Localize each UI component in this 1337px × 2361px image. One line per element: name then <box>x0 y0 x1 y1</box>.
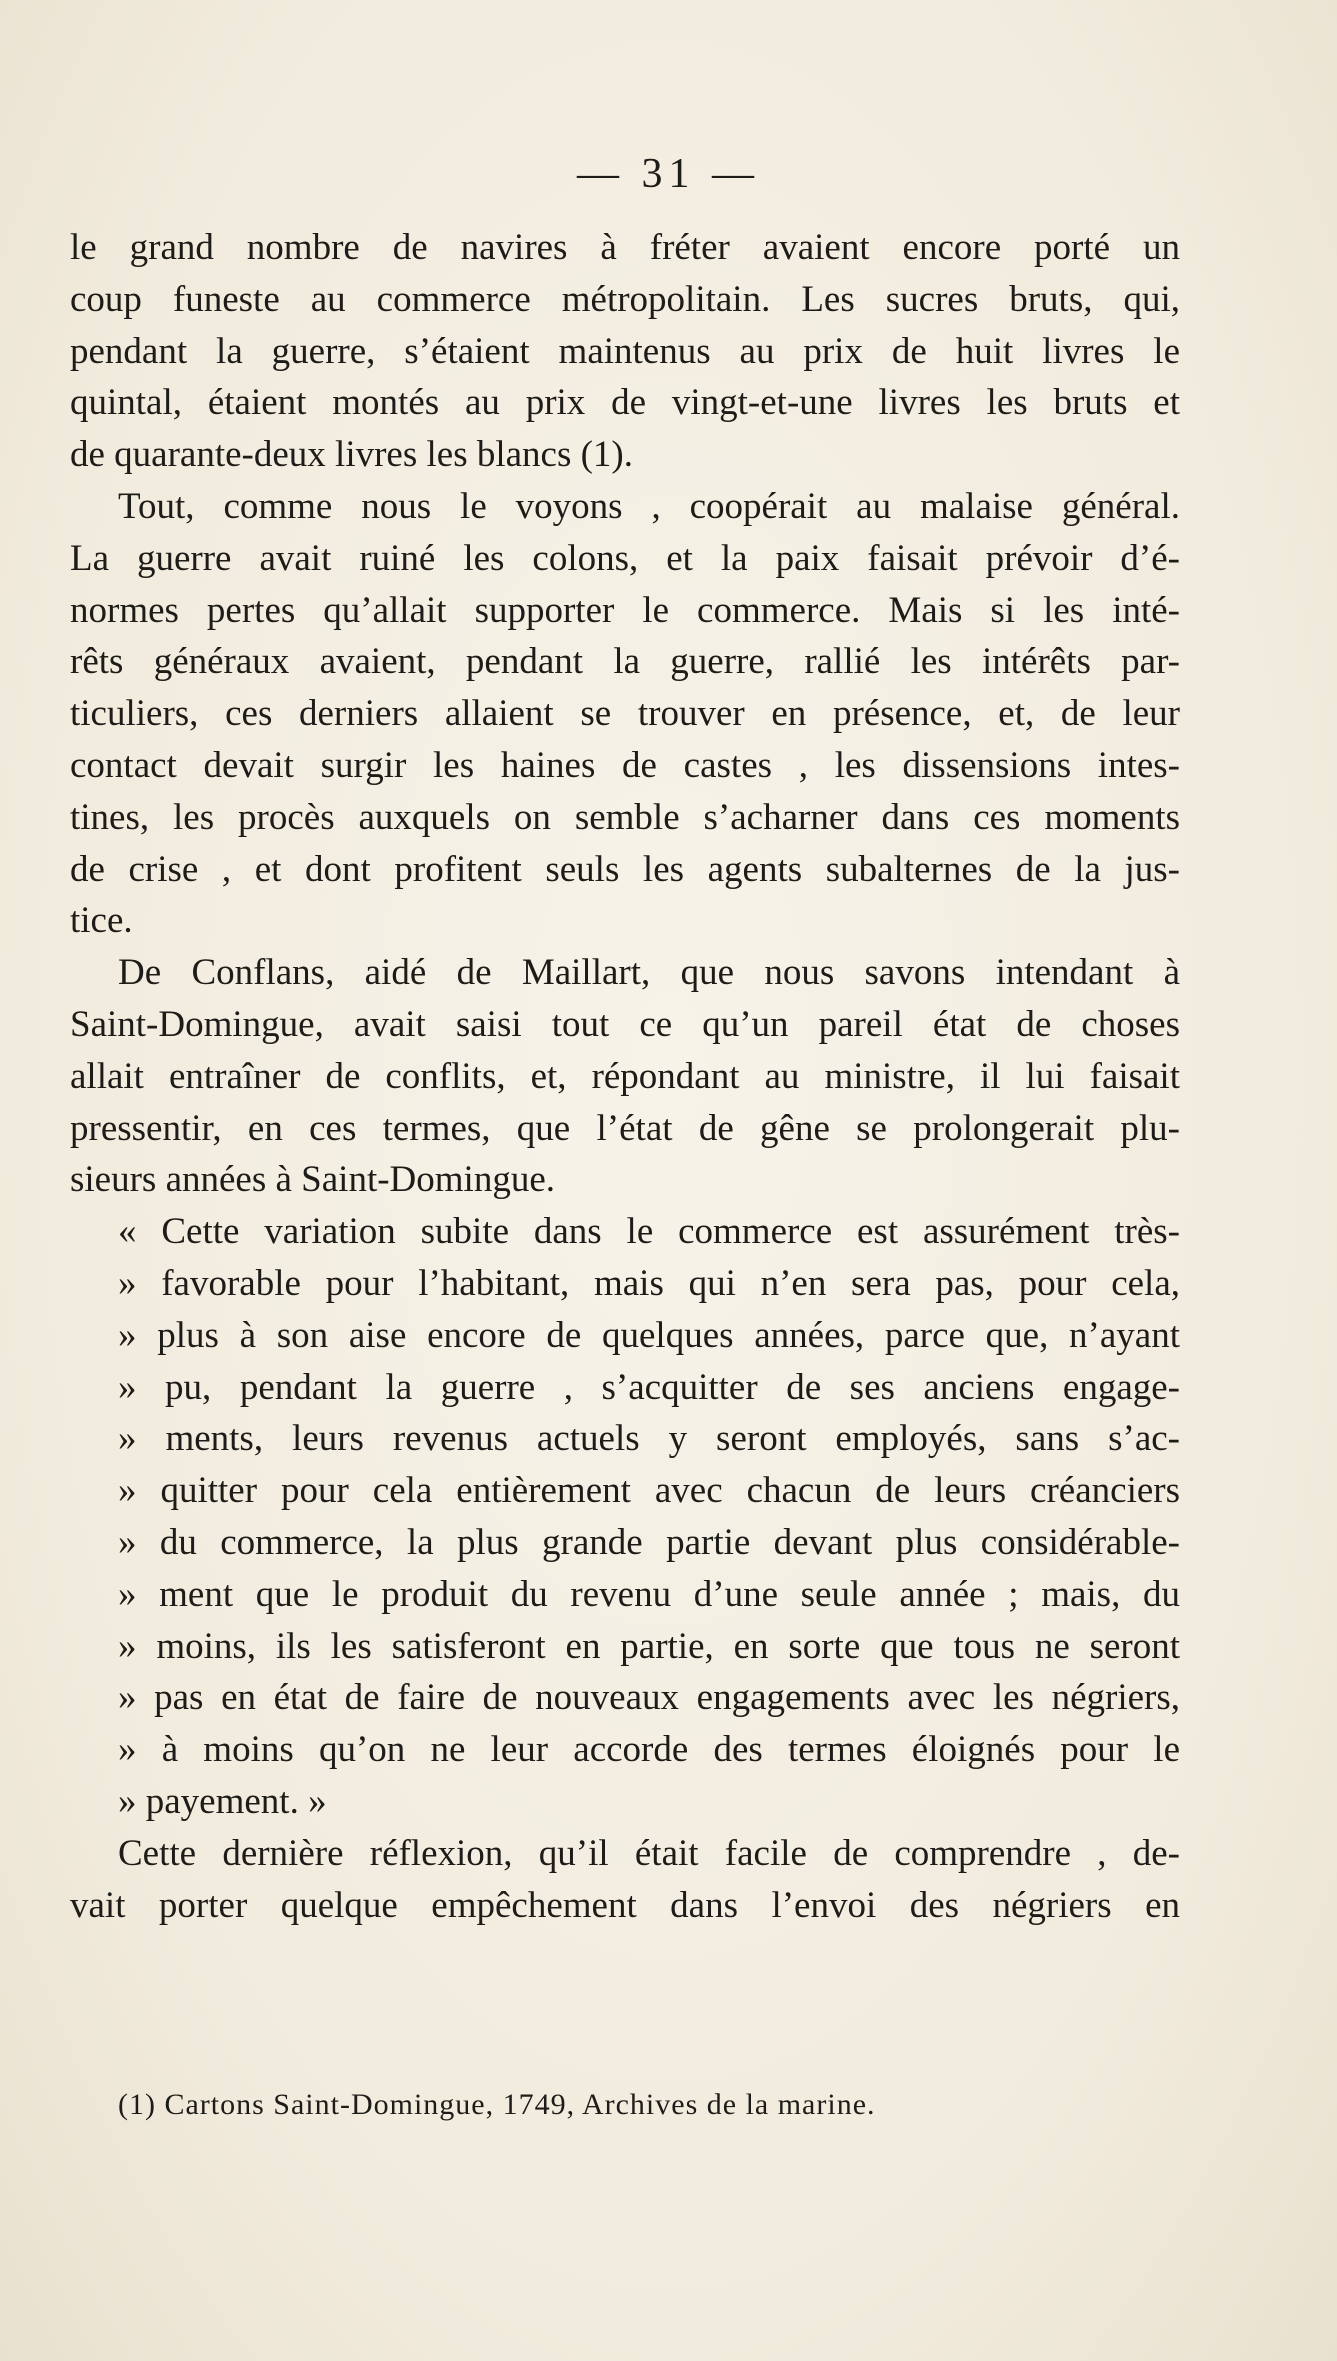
text-line: La guerre avait ruiné les colons, et la paix faisait prévoir d’é- <box>70 537 1180 579</box>
text-line: Cette dernière réflexion, qu’il était facile de comprendre , de- <box>118 1832 1180 1874</box>
text-line: rêts généraux avaient, pendant la guerre, rallié les intérêts par- <box>70 641 1180 683</box>
text-line: » à moins qu’on ne leur accorde des termes éloignés pour le <box>118 1729 1180 1771</box>
text-line: » pas en état de faire de nouveaux engagements avec les négriers, <box>118 1677 1180 1719</box>
text-line: de crise , et dont profitent seuls les agents subalternes de la jus- <box>70 848 1180 890</box>
text-line: Tout, comme nous le voyons , coopérait au malaise général. <box>118 485 1180 527</box>
text-line: pendant la guerre, s’étaient maintenus au prix de huit livres le <box>70 330 1180 372</box>
page-number: — 31 — <box>577 151 760 197</box>
text-line: tines, les procès auxquels on semble s’acharner dans ces moments <box>70 796 1180 838</box>
text-line: tice. <box>70 900 133 942</box>
text-line: » ments, leurs revenus actuels y seront employés, sans s’ac- <box>118 1418 1180 1460</box>
text-line: pressentir, en ces termes, que l’état de gêne se prolongerait plu- <box>70 1107 1180 1149</box>
text-line: » pu, pendant la guerre , s’acquitter de ses anciens engage- <box>118 1366 1180 1408</box>
text-line: » moins, ils les satisferont en partie, en sorte que tous ne seront <box>118 1625 1180 1667</box>
text-line: » du commerce, la plus grande partie devant plus considérable- <box>118 1521 1180 1563</box>
text-line: « Cette variation subite dans le commerce est assurément très- <box>118 1211 1180 1253</box>
text-line: coup funeste au commerce métropolitain. Les sucres bruts, qui, <box>70 278 1180 320</box>
text-line: vait porter quelque empêchement dans l’envoi des négriers en <box>70 1884 1180 1926</box>
main-text <box>70 222 1180 1931</box>
footnote: (1) Cartons Saint-Domingue, 1749, Archives de la marine. <box>118 2088 876 2121</box>
text-line: quintal, étaient montés au prix de vingt-et-une livres les bruts et <box>70 382 1180 424</box>
text-line: ticuliers, ces derniers allaient se trouver en présence, et, de leur <box>70 693 1180 735</box>
text-line: » ment que le produit du revenu d’une seule année ; mais, du <box>118 1573 1180 1615</box>
text-line: De Conflans, aidé de Maillart, que nous savons intendant à <box>118 952 1180 994</box>
text-line: le grand nombre de navires à fréter avaient encore porté un <box>70 227 1180 268</box>
text-line: Saint-Domingue, avait saisi tout ce qu’un pareil état de choses <box>70 1003 1180 1045</box>
text-line: » plus à son aise encore de quelques années, parce que, n’ayant <box>118 1314 1180 1356</box>
text-line: de quarante-deux livres les blancs (1). <box>70 434 634 476</box>
text-line: allait entraîner de conflits, et, répondant au ministre, il lui faisait <box>70 1055 1180 1097</box>
text-line: sieurs années à Saint-Domingue. <box>70 1159 555 1201</box>
text-line: » quitter pour cela entièrement avec chacun de leurs créanciers <box>118 1470 1180 1512</box>
text-line: normes pertes qu’allait supporter le commerce. Mais si les inté- <box>70 589 1180 631</box>
text-line: » payement. » <box>118 1780 327 1822</box>
text-line: contact devait surgir les haines de castes , les dissensions intes- <box>70 744 1180 786</box>
text-line: » favorable pour l’habitant, mais qui n’en sera pas, pour cela, <box>118 1262 1180 1304</box>
